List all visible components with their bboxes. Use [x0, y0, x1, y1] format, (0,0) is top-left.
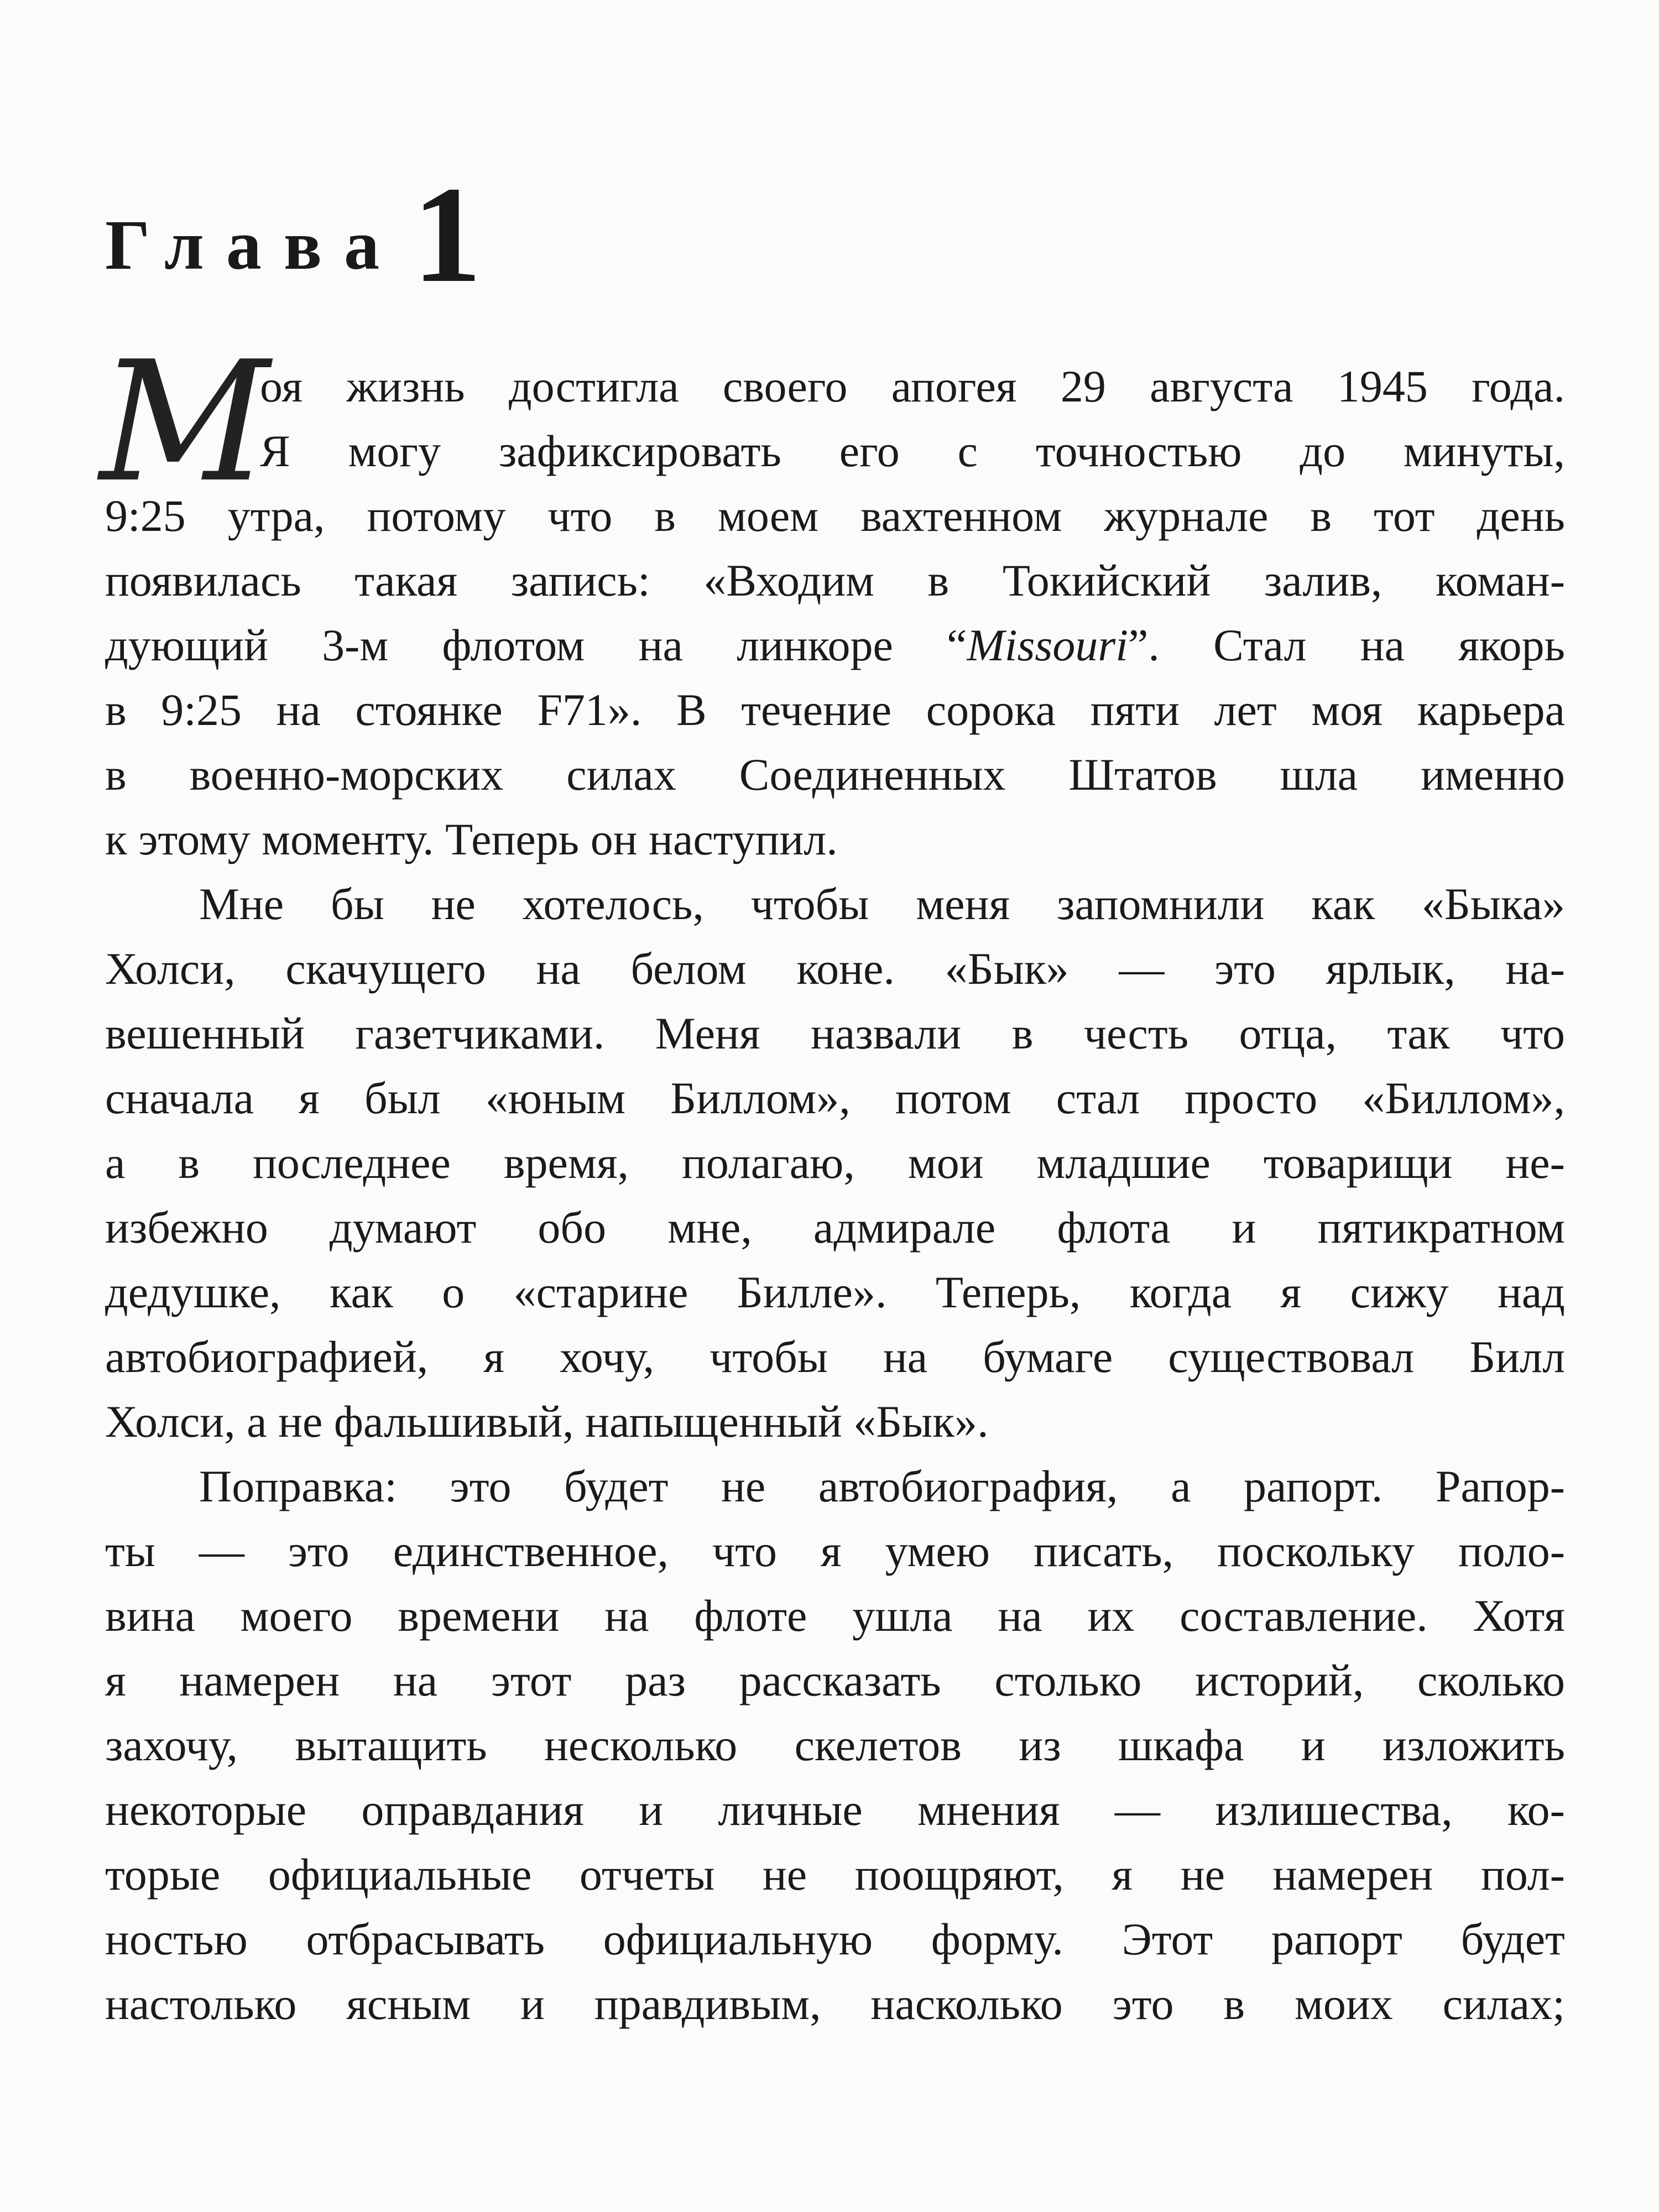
text-segment: ”. Стал на якорь	[1128, 620, 1565, 670]
text-line: я намерен на этот раз рассказать столько историй, сколько	[105, 1655, 1565, 1705]
text-line: к этому моменту. Теперь он наступил.	[105, 814, 838, 864]
text-line: Поправка: это будет не автобиография, а рапорт. Рапор-	[199, 1461, 1565, 1511]
text-line: в военно-морских силах Соединенных Штатов шла именно	[105, 749, 1565, 800]
chapter-word: Глава	[105, 206, 401, 284]
text-line: Мне бы не хотелось, чтобы меня запомнили как «Быка»	[199, 879, 1565, 929]
text-line: Холси, скачущего на белом коне. «Бык» — это ярлык, на-	[105, 943, 1565, 994]
text-line: ты — это единственное, что я умею писать, поскольку поло-	[105, 1526, 1565, 1576]
text-line: Холси, а не фальшивый, напыщенный «Бык».	[105, 1396, 989, 1447]
text-line	[105, 613, 1565, 677]
text-line: 9:25 утра, потому что в моем вахтенном журнале в тот день	[105, 491, 1565, 541]
paragraph-1	[105, 354, 1565, 872]
text-line: в 9:25 на стоянке F71». В течение сорока пяти лет моя карьера	[105, 685, 1565, 735]
text-line: вешенный газетчиками. Меня назвали в честь отца, так что	[105, 1008, 1565, 1058]
text-line: автобиографией, я хочу, чтобы на бумаге существовал Билл	[105, 1332, 1565, 1382]
chapter-body	[100, 326, 1565, 2036]
paragraph-2	[105, 872, 1565, 1454]
paragraph-3	[105, 1454, 1565, 2036]
chapter-heading	[105, 158, 482, 311]
text-line: дедушке, как о «старине Билле». Теперь, когда я сижу над	[105, 1267, 1565, 1317]
text-line: оя жизнь достигла своего апогея 29 августа 1945 года.	[260, 361, 1565, 411]
text-line: избежно думают обо мне, адмирале флота и пятикратном	[105, 1202, 1565, 1253]
text-line: Я могу зафиксировать его с точностью до минуты,	[260, 426, 1565, 476]
ship-name: Missouri	[967, 620, 1129, 670]
text-line: сначала я был «юным Биллом», потом стал просто «Биллом»,	[105, 1073, 1565, 1123]
text-line: захочу, вытащить несколько скелетов из шкафа и изложить	[105, 1720, 1565, 1770]
text-line: ностью отбрасывать официальную форму. Этот рапорт будет	[105, 1914, 1565, 1964]
text-line: вина моего времени на флоте ушла на их составление. Хотя	[105, 1590, 1565, 1641]
text-segment: дующий 3-м флотом на линкоре “	[105, 620, 967, 670]
text-line: а в последнее время, полагаю, мои младшие товарищи не-	[105, 1138, 1565, 1188]
drop-cap: М	[100, 326, 270, 519]
chapter-number: 1	[412, 158, 482, 311]
text-line: некоторые оправдания и личные мнения — излишества, ко-	[105, 1785, 1565, 1835]
text-line: настолько ясным и правдивым, насколько это в моих силах;	[105, 1979, 1565, 2029]
text-line: появилась такая запись: «Входим в Токийский залив, коман-	[105, 555, 1565, 606]
text-line: торые официальные отчеты не поощряют, я не намерен пол-	[105, 1849, 1565, 1900]
